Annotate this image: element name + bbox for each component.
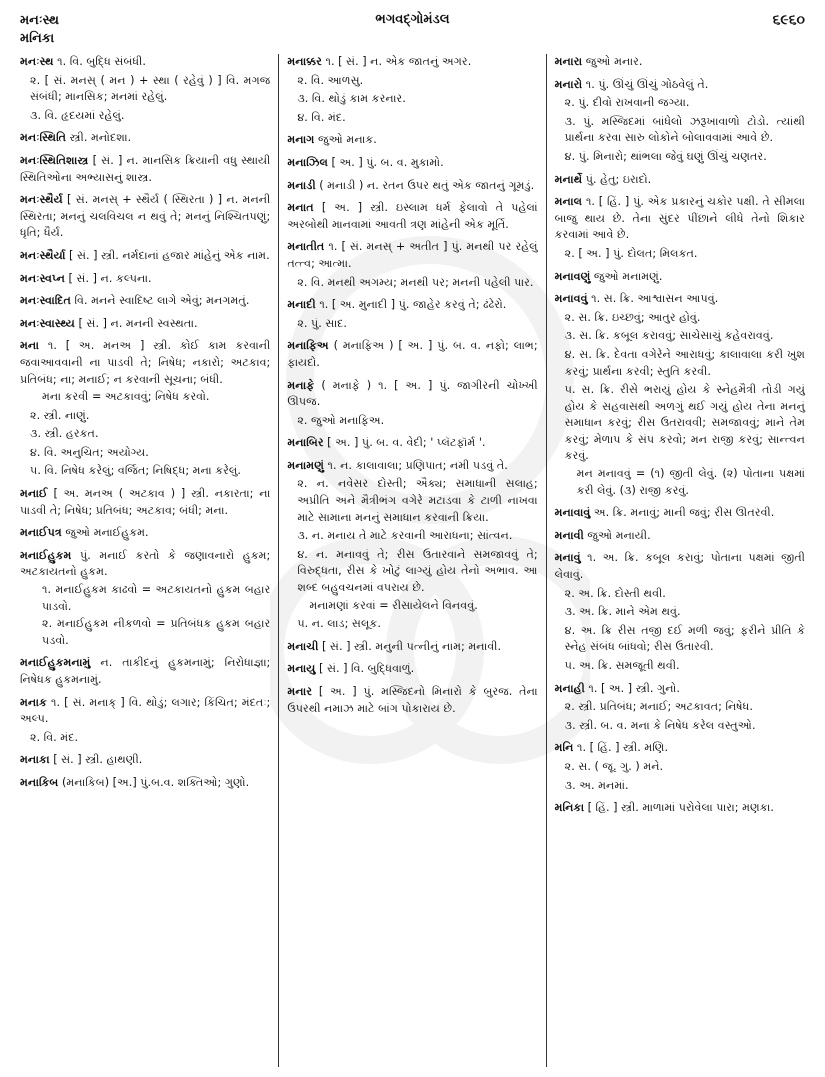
headword: મનાડી bbox=[287, 178, 316, 192]
dictionary-entry bbox=[555, 77, 805, 166]
dictionary-entry bbox=[555, 291, 805, 499]
guide-word-first: મનઃસ્થ bbox=[20, 13, 60, 28]
headword: મનાતીત bbox=[287, 240, 325, 254]
headword: મનઃસ્થિતિશાસ્ત્ર bbox=[20, 153, 89, 167]
column-1 bbox=[18, 54, 278, 1067]
headword: મનાદી bbox=[287, 298, 316, 312]
definition: ૧. સ. ક્રિ. આશ્વાસન આપવું. bbox=[591, 292, 719, 306]
headword: મનાફિઅ bbox=[287, 339, 329, 353]
headword: મનાઈહુકમનામું bbox=[20, 656, 91, 670]
book-title: ભગવદ્ગોમંડલ bbox=[375, 12, 450, 27]
definition: [ સં. ] ન. માનસિક ક્રિયાની વધુ સ્થાયી સ્થિતિઓના અભ્યાસનું શાસ્ત્ર. bbox=[20, 153, 271, 184]
dictionary-entry bbox=[555, 269, 805, 286]
headword: મનાક્કર bbox=[287, 55, 322, 68]
definition: ૧. વિ. બુદ્ધિ સંબંધી. bbox=[57, 55, 146, 68]
dictionary-entry bbox=[20, 486, 270, 519]
headword: મનઃસ્થૈર્યા bbox=[20, 248, 66, 262]
headword: મનાઈ bbox=[20, 487, 48, 501]
definition: પું. મનાઈ કરતો કે જણાવનારો હુકમ; અટકાયતનો હુકમ. bbox=[20, 548, 271, 579]
sense: ૪. ન. મનાવવું તે; રીસ ઉતારવાને સમજાવવું તે; વિરુદ્ધતા, રીસ કે ખોટું લાગ્યું હોય તેનો અભાવ. આ શબ્દ બહુવચનમાં વપરાય છે. bbox=[297, 547, 538, 595]
headword: મનઃસ્થિતિ bbox=[20, 131, 67, 145]
sense: ૩. વિ. હૃદયમાં રહેલું. bbox=[30, 108, 125, 122]
headword: મનાક bbox=[20, 695, 47, 709]
sense: ૫. અ. ક્રિ. સમજૂતી થવી. bbox=[564, 659, 680, 672]
dictionary-entry bbox=[287, 338, 537, 371]
definition: જુઓ મનાર. bbox=[585, 55, 643, 68]
headword: મનાઈપત્ર bbox=[20, 526, 62, 540]
headword: મનાવી bbox=[554, 528, 584, 542]
sense: ૨. વિ. આળસુ. bbox=[297, 73, 364, 87]
dictionary-entry bbox=[287, 639, 537, 656]
sense: ૨. પું. દીવો રાખવાની જગ્યા. bbox=[564, 96, 690, 110]
definition: [ સં. ] વિ. બુદ્ધિવાળું. bbox=[319, 662, 415, 676]
idiom-phrase: મના કરવી = અટકાવવું; નિષેધ કરવો. bbox=[42, 390, 210, 404]
definition: ૧. [ હિં. ] પું. એક પ્રકારનું ચકોર પક્ષી. તે સીમલા બાજુ થાય છે. તેના સુંદર પીંછાને લીધે તેનો શિકાર કરવામાં આવે છે. bbox=[554, 195, 805, 242]
dictionary-entry bbox=[20, 775, 270, 792]
dictionary-entry bbox=[20, 271, 270, 288]
definition: ૧. [ સં. મનસ્ + અતીત ] પું. મનથી પર રહેલું તત્ત્વ; આત્મા. bbox=[287, 240, 538, 270]
dictionary-entry bbox=[20, 525, 270, 542]
dictionary-entry bbox=[287, 458, 537, 633]
column-3 bbox=[546, 54, 813, 1067]
dictionary-entry bbox=[555, 800, 805, 817]
headword: મનાકા bbox=[20, 753, 50, 767]
definition: ૧. [ અ. મનઅ ] સ્ત્રી. કોઈ કામ કરવાની જવાઆવવાની ના પાડવી તે; નિષેધ; નકારો; અટકાવ; પ્રતિબંધ; ના; મનાઈ; ન કરવાની સૂચના; બંધી. bbox=[20, 339, 271, 386]
idiom-phrase: ૨. મનાઈહુકમ નીકળવો = પ્રતિબંધક હુકમ બહાર પડવો. bbox=[42, 617, 271, 647]
definition: [ સં. ] સ્ત્રી. નર્મદાનાં હજાર માંહેનું એક નામ. bbox=[69, 248, 270, 262]
headword: મનાવું bbox=[554, 551, 581, 565]
sense: ૪. વિ. મંદ. bbox=[297, 110, 346, 124]
definition: જુઓ મનાયી. bbox=[587, 528, 651, 542]
dictionary-entry bbox=[555, 172, 805, 189]
definition: [ સં. મનસ્ + સ્થૈર્ય ( સ્થિરતા ) ] ન. મનની સ્થિરતા; મનનું ચલવિચલ ન થવું તે; મનનું નિશ્ચિતપણું; ધૃતિ; ધૈર્ય. bbox=[20, 193, 271, 240]
dictionary-columns bbox=[18, 54, 813, 1067]
dictionary-entry bbox=[20, 338, 270, 480]
dictionary-entry bbox=[555, 681, 805, 735]
dictionary-entry bbox=[287, 155, 537, 172]
dictionary-entry bbox=[20, 130, 270, 147]
dictionary-entry bbox=[287, 54, 537, 126]
headword: મનારો bbox=[554, 77, 583, 91]
headword: મનઃસ્થૈર્ય bbox=[20, 193, 63, 207]
definition: સ્ત્રી. મનોદશા. bbox=[69, 131, 132, 145]
headword: મનઃસ્વપ્ન bbox=[20, 271, 65, 285]
definition: ( મનાડી ) ન. રતન ઉપર થતું એક જાતનું ગૂમડું. bbox=[319, 178, 535, 192]
headword: મનાયુ bbox=[287, 662, 316, 676]
definition: વિ. મનને સ્વાદિષ્ટ લાગે એવું; મનગમતું. bbox=[74, 294, 250, 308]
sense: ૨. [ સં. મનસ્ ( મન ) + સ્થા ( રહેવું ) ] વિ. મગજ સંબંધી; માનસિક; મનમાં રહેલું. bbox=[30, 73, 271, 104]
definition: [ હિં. ] સ્ત્રી. માળામાં પરોવેલા પારા; મણકા. bbox=[587, 801, 774, 815]
sense: ૨. સ્ત્રી. પ્રતિબંધ; મનાઈ; અટકાવત; નિષેધ. bbox=[564, 700, 753, 714]
headword: મનાઈહુકમ bbox=[20, 548, 72, 562]
dictionary-entry bbox=[20, 153, 270, 186]
sense: ૩. સ્ત્રી. હરકત. bbox=[30, 427, 99, 441]
headword: મનઃસ્વાસ્થ્ય bbox=[20, 316, 75, 330]
sense: ૫. ન. લાડ; સલૂક. bbox=[297, 617, 381, 631]
headword: મનામણું bbox=[287, 458, 324, 472]
dictionary-entry bbox=[20, 548, 270, 650]
dictionary-entry bbox=[555, 194, 805, 262]
definition: ૧. પું. ઊંચું ઊંચું ગોઠવેલું તે. bbox=[585, 77, 709, 91]
sense: ૨. ન. નવેસર દોસ્તી; ઐક્ય; સમાધાની સલાહ; અપ્રીતિ અને મૈત્રીભંગ વગેરે મટાડવા કે ટાળી નાખવા માટે સામાના મનનું સમાધાન કરવાની ક્રિયા. bbox=[297, 477, 538, 524]
dictionary-entry bbox=[20, 248, 270, 265]
sense: ૨. અ. ક્રિ. દોસ્તી થવી. bbox=[564, 586, 666, 600]
column-2 bbox=[278, 54, 545, 1067]
definition: ૧. [ અ. મુનાદી ] પું. જાહેર કરવું તે; ઢંઢેરો. bbox=[319, 298, 507, 312]
headword: મનાત bbox=[287, 201, 314, 215]
dictionary-entry bbox=[287, 684, 537, 717]
page-number: ૬૯૬૦ bbox=[772, 12, 805, 28]
sense: ૨. [ અ. ] પું. દોલત; મિલકત. bbox=[564, 246, 698, 260]
headword: મનારા bbox=[554, 55, 583, 68]
sense: ૨. વિ. મનથી અગમ્ય; મનથી પર; મનની પહેલી પાર. bbox=[297, 275, 534, 289]
definition: ૧. [ હિં. ] સ્ત્રી. મણિ. bbox=[576, 741, 669, 755]
headword: મનઃસ્થ bbox=[20, 55, 54, 68]
sense: ૨. સ. ( જૂ. ગુ. ) મને. bbox=[564, 759, 664, 773]
definition: [ અ. ] પું. બ. વ. મુકામો. bbox=[331, 155, 444, 169]
dictionary-entry bbox=[287, 378, 537, 430]
headword: મનાલ bbox=[554, 195, 583, 209]
definition: અ. ક્રિ. મનાવું; માની જવું; રીસ ઊતરવી. bbox=[593, 506, 775, 520]
dictionary-entry bbox=[555, 54, 805, 71]
definition: ૧. [ સં. મનાક્ ] વિ. થોડું; લગાર; કિંચિત; મંદતઃ; અલ્પ. bbox=[20, 695, 271, 726]
definition: [ સં. ] સ્ત્રી. હાથણી. bbox=[53, 753, 143, 767]
headword: મનાચી bbox=[287, 639, 319, 653]
definition: ૧. અ. ક્રિ. કબૂલ કરાવું; પોતાના પક્ષમાં જીતી લેવાવું. bbox=[554, 551, 805, 582]
sense: ૪. અ. ક્રિ રીસ તજી દઈ મળી જવું; ફરીને પ્રીતિ કે સ્નેહ સંબંધ બાંધવો; રીસ ઉતારવી. bbox=[564, 623, 805, 654]
dictionary-entry bbox=[287, 132, 537, 149]
definition: [ સં. ] ન. મનની સ્વસ્થતા. bbox=[78, 316, 198, 330]
dictionary-entry bbox=[287, 661, 537, 678]
sense: ૩. વિ. થોડું કામ કરનાર. bbox=[297, 92, 406, 106]
headword: મનિ bbox=[554, 741, 574, 755]
sense: ૩. પું. મસ્જિદમાં બાંધેલો ઝરૂખાવાળો ટોડો. ત્યાંથી પ્રાર્થના કરવા સારુ લોકોને બોલાવવામાં આવે છે. bbox=[564, 114, 805, 145]
dictionary-entry bbox=[287, 435, 537, 452]
sense: ૩. અ. ક્રિ. માને એમ થવું. bbox=[564, 605, 681, 619]
definition: જુઓ મનામણું. bbox=[593, 269, 663, 283]
dictionary-entry bbox=[20, 316, 270, 333]
definition: જુઓ મનાઈહુકમ. bbox=[65, 526, 149, 540]
dictionary-entry bbox=[555, 550, 805, 674]
idiom-phrase: ૧. મનાઈહુકમ કાઢવો = અટકાયતનો હુકમ બહાર પાડવો. bbox=[42, 583, 271, 613]
sense: ૨. વિ. મંદ. bbox=[30, 730, 78, 744]
headword: મનાબિર bbox=[287, 436, 324, 450]
sense: ૫. વિ. નિષેધ કરેલું; વર્જિત; નિષિદ્ધ; મના કરેલું. bbox=[30, 464, 241, 478]
headword: મના bbox=[20, 339, 39, 353]
definition: [ સં. ] સ્ત્રી. મનુની પત્નીનું નામ; મનાવી. bbox=[322, 639, 502, 653]
dictionary-entry bbox=[555, 505, 805, 522]
headword: મનાઝિલ bbox=[287, 155, 328, 169]
definition: પું. હેતુ; ઇરાદો. bbox=[585, 172, 652, 186]
guide-word-last: મનિકા bbox=[20, 31, 55, 46]
definition: ન. તાકીદનું હુકમનામું; નિરોધાજ્ઞા; નિષેધક હુકમનામું. bbox=[20, 656, 271, 686]
headword: મનાહી bbox=[554, 681, 585, 695]
headword: મનાર bbox=[287, 685, 313, 698]
sense: ૩. સ. ક્રિ. કબૂલ કરાવવું; સાચેસાચું કહેવરાવવું. bbox=[564, 329, 774, 343]
headword: મનાગ bbox=[287, 133, 315, 147]
sense: ૩. સ્ત્રી. બ. વ. મના કે નિષેધ કરેલ વસ્તુઓ. bbox=[564, 718, 756, 732]
definition: [ અ. ] સ્ત્રી. ઇસ્લામ ધર્મ ફેલાવો તે પહેલાં અરબોથી માનવામાં આવતી ત્રણ માંહેની એક મૂર્તિ. bbox=[287, 201, 538, 231]
idiom-phrase: મનામણાં કરવાં = રીસાયેલને વિનવવું. bbox=[309, 598, 478, 612]
headword: મનાર્થે bbox=[554, 172, 583, 186]
headword: મનિકા bbox=[554, 801, 585, 815]
definition: [ અ. ] પું. મસ્જિદનો મિનારો કે બુરજ. તેના ઉપરથી નમાઝ માટે બાંગ પોકારાય છે. bbox=[287, 685, 538, 715]
headword: મનાવાવું bbox=[554, 506, 591, 520]
headword: મનાવણું bbox=[554, 269, 591, 283]
dictionary-entry bbox=[20, 655, 270, 688]
dictionary-entry bbox=[287, 178, 537, 195]
headword: મનઃસ્વાદિત bbox=[20, 294, 71, 308]
definition: [ અ. ] પું. બ. વ. વેદી; ' પ્લૅટફૉર્મ '. bbox=[327, 436, 486, 450]
dictionary-entry bbox=[555, 528, 805, 545]
definition: જુઓ મનાક. bbox=[318, 133, 377, 147]
dictionary-entry bbox=[20, 54, 270, 124]
sense: ૩. અ. મનમાં. bbox=[564, 778, 629, 792]
sense: ૪. પું. મિનારો; થાંભલા જેવું ઘણું ઊંચું ચણતર. bbox=[564, 149, 767, 163]
definition: ( મનાફિઅ ) [ અ. ] પું. બ. વ. નફો; લાભ; ફાયદો. bbox=[287, 339, 538, 369]
sense: ૨. સ્ત્રી. નાણું. bbox=[30, 408, 90, 422]
sense: ૩. ન. મનાય તે માટે કરવાની આરાધના; સાંત્વન. bbox=[297, 529, 513, 543]
dictionary-entry bbox=[20, 695, 270, 747]
sense: ૨. પું. સાદ. bbox=[297, 316, 347, 330]
definition: ૧. [ સં. ] ન. એક જાતનું અગર. bbox=[325, 55, 472, 68]
dictionary-entry bbox=[20, 752, 270, 769]
definition: [ અ. મનઅ ( અટકાવ ) ] સ્ત્રી. નકારતા; ના પાડવી તે; નિષેધ; પ્રતિબંધ; અટકાવ; બંધી; મના. bbox=[20, 487, 271, 517]
headword: મનાફે bbox=[287, 378, 315, 392]
definition: [ સં. ] ન. કલ્પના. bbox=[68, 271, 152, 285]
dictionary-entry bbox=[20, 192, 270, 242]
dictionary-entry bbox=[20, 293, 270, 310]
definition: (મનાકિબ) [અ.] પું.બ.વ. શક્તિઓ; ગુણો. bbox=[61, 775, 250, 789]
sense: ૨. જુઓ મનાફિઅ. bbox=[297, 413, 385, 427]
definition: ( મનાફે ) ૧. [ અ. ] પું. જાગીરની ચોખ્ખી ઊપજ. bbox=[287, 378, 538, 409]
definition: ૧. [ અ. ] સ્ત્રી. ગુનો. bbox=[588, 681, 680, 695]
sense: ૪. વિ. અનુચિત; અયોગ્ય. bbox=[30, 445, 149, 459]
sense: ૫. સ. ક્રિ. રીસે ભરાયું હોય કે સ્નેહમૈત્રી તોડી ગયું હોય કે સહવાસથી અળગું થઈ ગયું હોય તેના મનનું સમાધાન કરવું; રીસ ઉતરાવવી; સમજાવવું; માને તેમ કરવું; મેળાપ કે સંપ કરવો; મન રાજી કરવું; સાન્ત્વન કરવું. bbox=[564, 383, 805, 463]
idiom-phrase: મન મનાવવું = (૧) જીતી લેવું. (૨) પોતાના પક્ષમાં કરી લેવું. (૩) રાજી કરવું. bbox=[576, 467, 805, 497]
dictionary-entry bbox=[555, 740, 805, 794]
sense: ૨. સ. ક્રિ. ઇચ્છવું; આતુર હોવું. bbox=[564, 310, 701, 324]
dictionary-entry bbox=[287, 239, 537, 291]
dictionary-entry bbox=[287, 200, 537, 233]
sense: ૪. સ. ક્રિ. દેવતા વગેરેને આરાધવું; કાલાવાલા કરી ખુશ કરવું; પ્રાર્થના કરવી; સ્તુતિ કરવી. bbox=[564, 347, 805, 378]
headword: મનાવવું bbox=[554, 292, 588, 306]
headword: મનાકિબ bbox=[20, 775, 59, 789]
dictionary-entry bbox=[287, 297, 537, 332]
page-header bbox=[20, 12, 805, 54]
definition: ૧. ન. કાલાવાલા; પ્રણિપાત; નમી પડવું તે. bbox=[327, 458, 508, 472]
